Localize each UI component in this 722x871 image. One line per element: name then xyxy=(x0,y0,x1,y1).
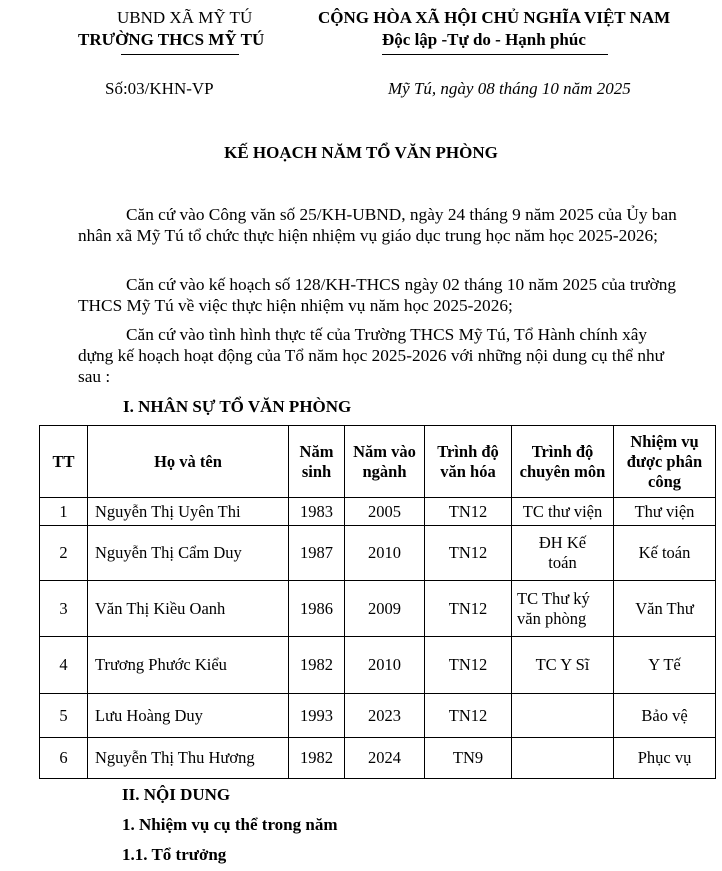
cell-name: Nguyễn Thị Thu Hương xyxy=(88,738,289,779)
cell-name: Lưu Hoàng Duy xyxy=(88,694,289,738)
document-title: KẾ HOẠCH NĂM TỔ VĂN PHÒNG xyxy=(224,143,498,162)
cell-duty: Y Tế xyxy=(614,637,716,694)
cell-tt: 5 xyxy=(40,694,88,738)
cell-tt: 1 xyxy=(40,498,88,526)
cell-start-year: 2010 xyxy=(345,526,425,581)
cell-qualification: TC Thư ký văn phòng xyxy=(512,581,614,637)
agency-name: UBND XÃ MỸ TÚ xyxy=(117,8,253,27)
motto-underline xyxy=(382,54,608,55)
header-tt: TT xyxy=(40,426,88,498)
table-row xyxy=(40,738,716,779)
paragraph-basis-1: Căn cứ vào Công văn số 25/KH-UBND, ngày 24 tháng 9 năm 2025 của Ủy ban nhân xã Mỹ Tú tổ chức thực hiện nhiệm vụ giáo dục trung học năm học 2025-2026; xyxy=(78,205,677,245)
cell-birth-year: 1982 xyxy=(289,738,345,779)
cell-birth-year: 1983 xyxy=(289,498,345,526)
cell-duty: Phục vụ xyxy=(614,738,716,779)
table-row xyxy=(40,581,716,637)
subsection-tasks: 1. Nhiệm vụ cụ thể trong năm xyxy=(122,815,338,834)
table-row xyxy=(40,498,716,526)
cell-birth-year: 1987 xyxy=(289,526,345,581)
subsection-team-leader: 1.1. Tổ trưởng xyxy=(122,845,227,864)
cell-duty: Thư viện xyxy=(614,498,716,526)
staff-table xyxy=(39,425,716,779)
table-row xyxy=(40,526,716,581)
cell-name: Văn Thị Kiều Oanh xyxy=(88,581,289,637)
paragraph-basis-3: Căn cứ vào tình hình thực tế của Trường THCS Mỹ Tú, Tổ Hành chính xây dựng kế hoạch hoạt động của Tổ năm học 2025-2026 với những nội dung cụ thể như sau : xyxy=(78,325,664,386)
cell-birth-year: 1993 xyxy=(289,694,345,738)
cell-qualification xyxy=(512,694,614,738)
cell-tt: 6 xyxy=(40,738,88,779)
table-row xyxy=(40,694,716,738)
cell-duty: Văn Thư xyxy=(614,581,716,637)
cell-education: TN12 xyxy=(425,637,512,694)
section-heading-staff: I. NHÂN SỰ TỔ VĂN PHÒNG xyxy=(123,397,352,416)
cell-birth-year: 1986 xyxy=(289,581,345,637)
cell-education: TN12 xyxy=(425,498,512,526)
national-title: CỘNG HÒA XÃ HỘI CHỦ NGHĨA VIỆT NAM xyxy=(318,8,671,27)
cell-education: TN12 xyxy=(425,526,512,581)
cell-tt: 3 xyxy=(40,581,88,637)
cell-qualification: TC thư viện xyxy=(512,498,614,526)
cell-start-year: 2005 xyxy=(345,498,425,526)
cell-start-year: 2024 xyxy=(345,738,425,779)
cell-name: Nguyễn Thị Uyên Thi xyxy=(88,498,289,526)
table-header-row xyxy=(40,426,716,498)
school-name-underline xyxy=(121,54,239,55)
cell-start-year: 2009 xyxy=(345,581,425,637)
cell-qualification: ĐH Kế toán xyxy=(512,526,614,581)
national-motto: Độc lập -Tự do - Hạnh phúc xyxy=(382,30,586,49)
cell-name: Nguyễn Thị Cẩm Duy xyxy=(88,526,289,581)
doc-number: Số:03/KHN-VP xyxy=(105,79,214,98)
cell-education: TN12 xyxy=(425,694,512,738)
cell-qualification xyxy=(512,738,614,779)
header-education: Trình độ văn hóa xyxy=(425,426,512,498)
table-row xyxy=(40,637,716,694)
cell-education: TN9 xyxy=(425,738,512,779)
cell-tt: 2 xyxy=(40,526,88,581)
cell-start-year: 2010 xyxy=(345,637,425,694)
header-name: Họ và tên xyxy=(88,426,289,498)
school-name: TRƯỜNG THCS MỸ TÚ xyxy=(78,30,265,49)
cell-birth-year: 1982 xyxy=(289,637,345,694)
cell-name: Trương Phước Kiểu xyxy=(88,637,289,694)
doc-date: Mỹ Tú, ngày 08 tháng 10 năm 2025 xyxy=(388,79,631,98)
section-heading-content: II. NỘI DUNG xyxy=(122,785,231,804)
header-start-year: Năm vào ngành xyxy=(345,426,425,498)
header-qualification: Trình độ chuyên môn xyxy=(512,426,614,498)
cell-education: TN12 xyxy=(425,581,512,637)
cell-start-year: 2023 xyxy=(345,694,425,738)
cell-duty: Bảo vệ xyxy=(614,694,716,738)
cell-qualification: TC Y Sĩ xyxy=(512,637,614,694)
header-birth-year: Năm sinh xyxy=(289,426,345,498)
cell-duty: Kế toán xyxy=(614,526,716,581)
header-duty: Nhiệm vụ được phân công xyxy=(614,426,716,498)
paragraph-basis-2: Căn cứ vào kế hoạch số 128/KH-THCS ngày 02 tháng 10 năm 2025 của trường THCS Mỹ Tú về việc thực hiện nhiệm vụ năm học 2025-2026; xyxy=(78,275,677,315)
cell-tt: 4 xyxy=(40,637,88,694)
